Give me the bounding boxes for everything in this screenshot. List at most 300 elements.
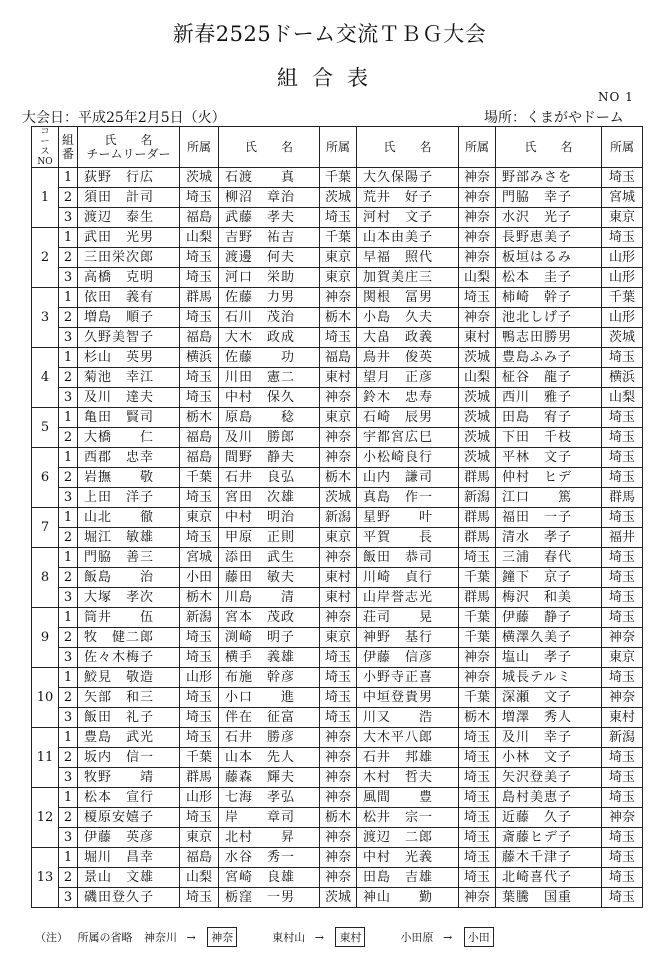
- group-number: 1: [59, 348, 78, 368]
- player-name: 福田 一子: [496, 508, 602, 528]
- table-row: [32, 888, 643, 908]
- note-text: 所属の省略: [77, 931, 133, 944]
- player-affiliation: 栃木: [320, 468, 357, 488]
- note-abbreviation: 東村: [335, 927, 365, 947]
- table-row: [32, 448, 643, 468]
- player-name: 及川 勝郎: [219, 428, 320, 448]
- player-affiliation: 埼玉: [180, 708, 219, 728]
- team-leader-name: 上田 洋子: [78, 488, 180, 508]
- player-name: 宮崎 良雄: [219, 868, 320, 888]
- player-name: 佐藤 力男: [219, 288, 320, 308]
- player-affiliation: 埼玉: [459, 548, 496, 568]
- group-number: 2: [59, 628, 78, 648]
- table-row: [32, 208, 643, 228]
- player-name: 吉野 祐吉: [219, 228, 320, 248]
- player-name: 渕崎 明子: [219, 628, 320, 648]
- player-affiliation: 福島: [320, 348, 357, 368]
- player-name: 平林 文子: [496, 448, 602, 468]
- player-name: 川崎 貞行: [357, 568, 459, 588]
- note-full-name: 小田原: [400, 931, 434, 944]
- player-affiliation: 東村: [459, 328, 496, 348]
- team-leader-name: 矢部 和三: [78, 688, 180, 708]
- player-name: 七海 孝弘: [219, 788, 320, 808]
- player-affiliation: 千葉: [602, 288, 643, 308]
- player-affiliation: 神奈: [320, 448, 357, 468]
- table-row: [32, 188, 643, 208]
- player-affiliation: 埼玉: [602, 668, 643, 688]
- player-affiliation: 神奈: [320, 748, 357, 768]
- player-affiliation: 神奈: [459, 208, 496, 228]
- header-name: 氏 名: [496, 127, 602, 168]
- table-row: [32, 628, 643, 648]
- team-leader-name: 及川 達夫: [78, 388, 180, 408]
- team-leader-name: 堀川 昌幸: [78, 848, 180, 868]
- player-name: 池北しげ子: [496, 308, 602, 328]
- group-number: 2: [59, 808, 78, 828]
- player-name: 梅沢 和美: [496, 588, 602, 608]
- player-affiliation: 埼玉: [180, 728, 219, 748]
- player-affiliation: 埼玉: [180, 248, 219, 268]
- course-number: 13: [32, 848, 59, 908]
- player-name: 荒井 好子: [357, 188, 459, 208]
- player-affiliation: 東京: [180, 508, 219, 528]
- course-number: 10: [32, 668, 59, 728]
- player-name: 斎藤ヒデ子: [496, 828, 602, 848]
- page-title: 新春2525ドーム交流ＴＢＧ大会: [172, 22, 487, 46]
- player-affiliation: 東村: [320, 568, 357, 588]
- team-leader-name: 磯田登久子: [78, 888, 180, 908]
- player-affiliation: 茨城: [320, 488, 357, 508]
- player-name: 布施 幹彦: [219, 668, 320, 688]
- group-number: 1: [59, 408, 78, 428]
- player-affiliation: 茨城: [459, 388, 496, 408]
- player-affiliation: 神奈: [320, 848, 357, 868]
- group-number: 1: [59, 848, 78, 868]
- group-number: 3: [59, 388, 78, 408]
- table-row: [32, 328, 643, 348]
- page-subtitle: 組合表: [277, 66, 382, 90]
- team-leader-name: 伊藤 英彦: [78, 828, 180, 848]
- group-number: 2: [59, 188, 78, 208]
- player-name: 宇都宮広巳: [357, 428, 459, 448]
- player-name: 佐藤 功: [219, 348, 320, 368]
- player-name: 藤木千津子: [496, 848, 602, 868]
- player-affiliation: 群馬: [602, 488, 643, 508]
- header-course-char: コ: [40, 127, 50, 137]
- player-name: 関根 冨男: [357, 288, 459, 308]
- player-name: 山本由美子: [357, 228, 459, 248]
- player-affiliation: 千葉: [459, 608, 496, 628]
- team-leader-name: 堀江 敏雄: [78, 528, 180, 548]
- arrow-icon: →: [186, 930, 196, 944]
- player-name: 伴在 征富: [219, 708, 320, 728]
- player-affiliation: 東京: [320, 528, 357, 548]
- group-number: 2: [59, 868, 78, 888]
- table-row: [32, 868, 643, 888]
- player-name: 平賀 長: [357, 528, 459, 548]
- team-leader-name: 依田 義有: [78, 288, 180, 308]
- player-name: 渡邊 何夫: [219, 248, 320, 268]
- player-affiliation: 埼玉: [459, 768, 496, 788]
- table-row: [32, 648, 643, 668]
- player-name: 神山 勤: [357, 888, 459, 908]
- team-leader-name: 筒井 伍: [78, 608, 180, 628]
- table-row: [32, 768, 643, 788]
- player-affiliation: 茨城: [320, 888, 357, 908]
- team-leader-name: 佐々木梅子: [78, 648, 180, 668]
- player-name: 間野 静夫: [219, 448, 320, 468]
- roster-body: [32, 168, 643, 908]
- table-row: [32, 748, 643, 768]
- team-leader-name: 荻野 行広: [78, 168, 180, 188]
- header-course-char: NO: [37, 157, 53, 167]
- player-affiliation: 埼玉: [180, 628, 219, 648]
- table-row: [32, 548, 643, 568]
- group-number: 3: [59, 828, 78, 848]
- group-number: 1: [59, 288, 78, 308]
- group-number: 2: [59, 468, 78, 488]
- player-affiliation: 山梨: [180, 868, 219, 888]
- table-row: [32, 388, 643, 408]
- group-number: 3: [59, 268, 78, 288]
- player-name: 山岸誉志光: [357, 588, 459, 608]
- player-name: 渡辺 二郎: [357, 828, 459, 848]
- player-affiliation: 宮城: [180, 548, 219, 568]
- table-row: [32, 708, 643, 728]
- player-name: 大木 政成: [219, 328, 320, 348]
- player-name: 栃窪 一男: [219, 888, 320, 908]
- header-pref: 所属: [602, 127, 643, 168]
- player-affiliation: 神奈: [459, 648, 496, 668]
- player-affiliation: 埼玉: [180, 528, 219, 548]
- player-affiliation: 神奈: [459, 228, 496, 248]
- player-affiliation: 埼玉: [320, 648, 357, 668]
- footnote: [35, 927, 496, 947]
- player-affiliation: 埼玉: [180, 888, 219, 908]
- player-name: 門脇 幸子: [496, 188, 602, 208]
- group-number: 1: [59, 168, 78, 188]
- table-row: [32, 248, 643, 268]
- table-row: [32, 568, 643, 588]
- player-affiliation: 神奈: [320, 288, 357, 308]
- player-affiliation: 埼玉: [320, 688, 357, 708]
- player-affiliation: 山梨: [602, 388, 643, 408]
- header-pref: 所属: [180, 127, 219, 168]
- header-name: 氏 名: [357, 127, 459, 168]
- header-group-char: 組: [61, 133, 74, 147]
- team-leader-name: 鮫見 敬造: [78, 668, 180, 688]
- team-leader-name: 大橋 仁: [78, 428, 180, 448]
- player-affiliation: 小田: [180, 568, 219, 588]
- player-affiliation: 埼玉: [602, 548, 643, 568]
- player-affiliation: 埼玉: [602, 868, 643, 888]
- player-name: 柿崎 幹子: [496, 288, 602, 308]
- player-affiliation: 埼玉: [459, 288, 496, 308]
- player-name: 石井 良弘: [219, 468, 320, 488]
- player-affiliation: 横浜: [602, 368, 643, 388]
- group-number: 1: [59, 228, 78, 248]
- player-affiliation: 宮城: [602, 188, 643, 208]
- player-name: 石渡 真: [219, 168, 320, 188]
- player-name: 鐘下 京子: [496, 568, 602, 588]
- player-name: 早福 照代: [357, 248, 459, 268]
- table-row: [32, 528, 643, 548]
- header-group-no: [59, 127, 78, 168]
- player-affiliation: 埼玉: [602, 788, 643, 808]
- player-name: 江口 篤: [496, 488, 602, 508]
- player-affiliation: 茨城: [320, 188, 357, 208]
- player-affiliation: 栃木: [320, 308, 357, 328]
- player-name: 中村 光義: [357, 848, 459, 868]
- player-affiliation: 茨城: [459, 448, 496, 468]
- player-affiliation: 福島: [180, 848, 219, 868]
- header-name: 氏 名: [219, 127, 320, 168]
- player-affiliation: 埼玉: [602, 828, 643, 848]
- player-name: 横澤久美子: [496, 628, 602, 648]
- player-name: 星野 叶: [357, 508, 459, 528]
- player-affiliation: 茨城: [459, 348, 496, 368]
- player-affiliation: 神奈: [602, 628, 643, 648]
- player-name: 柳沼 章治: [219, 188, 320, 208]
- course-number: 8: [32, 548, 59, 608]
- player-affiliation: 山形: [180, 788, 219, 808]
- player-affiliation: 新潟: [459, 488, 496, 508]
- team-leader-name: 牧野 靖: [78, 768, 180, 788]
- player-name: 小口 進: [219, 688, 320, 708]
- team-leader-name: 高橋 克明: [78, 268, 180, 288]
- group-number: 1: [59, 448, 78, 468]
- player-name: 伊藤 静子: [496, 608, 602, 628]
- team-leader-name: 坂内 信一: [78, 748, 180, 768]
- player-affiliation: 埼玉: [180, 388, 219, 408]
- player-affiliation: 山梨: [459, 368, 496, 388]
- player-affiliation: 山形: [602, 268, 643, 288]
- player-affiliation: 埼玉: [459, 848, 496, 868]
- player-name: 北崎喜代子: [496, 868, 602, 888]
- group-number: 1: [59, 668, 78, 688]
- course-number: 1: [32, 168, 59, 228]
- team-leader-name: 山北 徹: [78, 508, 180, 528]
- player-name: 加賀美庄三: [357, 268, 459, 288]
- player-affiliation: 東京: [180, 828, 219, 848]
- group-number: 3: [59, 768, 78, 788]
- player-affiliation: 東京: [602, 648, 643, 668]
- player-name: 藤森 輝夫: [219, 768, 320, 788]
- player-name: 葉騰 国重: [496, 888, 602, 908]
- table-row: [32, 728, 643, 748]
- player-affiliation: 茨城: [602, 328, 643, 348]
- player-name: 田島 宥子: [496, 408, 602, 428]
- player-affiliation: 千葉: [459, 628, 496, 648]
- player-name: 石井 勝彦: [219, 728, 320, 748]
- player-affiliation: 神奈: [602, 688, 643, 708]
- player-affiliation: 茨城: [459, 428, 496, 448]
- table-row: [32, 608, 643, 628]
- player-name: 小島 久夫: [357, 308, 459, 328]
- header-pref: 所属: [459, 127, 496, 168]
- player-name: 川田 憲二: [219, 368, 320, 388]
- player-name: 増澤 秀人: [496, 708, 602, 728]
- player-affiliation: 東村: [320, 588, 357, 608]
- team-leader-name: 門脇 善三: [78, 548, 180, 568]
- note-full-name: 東村山: [272, 931, 306, 944]
- player-name: 原島 稔: [219, 408, 320, 428]
- player-name: 小野寺正喜: [357, 668, 459, 688]
- table-row: [32, 308, 643, 328]
- team-leader-name: 飯田 礼子: [78, 708, 180, 728]
- player-affiliation: 埼玉: [320, 708, 357, 728]
- player-name: 宮本 茂政: [219, 608, 320, 628]
- player-affiliation: 神奈: [320, 428, 357, 448]
- player-affiliation: 神奈: [459, 888, 496, 908]
- player-name: 風間 豊: [357, 788, 459, 808]
- player-name: 西川 雅子: [496, 388, 602, 408]
- note-abbreviation: 小田: [464, 927, 494, 947]
- player-affiliation: 神奈: [602, 808, 643, 828]
- table-row: [32, 828, 643, 848]
- player-affiliation: 新潟: [602, 728, 643, 748]
- player-affiliation: 埼玉: [180, 808, 219, 828]
- note-label: （注）: [35, 931, 68, 944]
- player-affiliation: 神奈: [459, 308, 496, 328]
- player-name: 石川 茂治: [219, 308, 320, 328]
- team-leader-name: 飯島 治: [78, 568, 180, 588]
- player-name: 小林 文子: [496, 748, 602, 768]
- player-affiliation: 埼玉: [602, 888, 643, 908]
- player-name: 水谷 秀一: [219, 848, 320, 868]
- player-name: 藤田 敏夫: [219, 568, 320, 588]
- team-leader-name: 榎原安嬉子: [78, 808, 180, 828]
- player-affiliation: 埼玉: [320, 668, 357, 688]
- player-affiliation: 埼玉: [602, 588, 643, 608]
- table-row: [32, 508, 643, 528]
- table-row: [32, 408, 643, 428]
- group-number: 2: [59, 308, 78, 328]
- player-affiliation: 群馬: [180, 768, 219, 788]
- group-number: 2: [59, 568, 78, 588]
- group-number: 3: [59, 648, 78, 668]
- group-number: 2: [59, 528, 78, 548]
- player-name: 松本 圭子: [496, 268, 602, 288]
- header-pref: 所属: [320, 127, 357, 168]
- team-leader-name: 菊池 幸江: [78, 368, 180, 388]
- table-row: [32, 288, 643, 308]
- player-affiliation: 神奈: [459, 188, 496, 208]
- player-name: 松井 宗一: [357, 808, 459, 828]
- table-row: [32, 788, 643, 808]
- player-affiliation: 埼玉: [602, 168, 643, 188]
- player-affiliation: 神奈: [320, 728, 357, 748]
- player-affiliation: 埼玉: [602, 408, 643, 428]
- player-affiliation: 福島: [180, 448, 219, 468]
- group-number: 1: [59, 728, 78, 748]
- player-name: 山本 先人: [219, 748, 320, 768]
- player-affiliation: 神奈: [320, 608, 357, 628]
- player-name: 木村 哲夫: [357, 768, 459, 788]
- group-number: 3: [59, 208, 78, 228]
- player-name: 山内 謙司: [357, 468, 459, 488]
- player-name: 仲村 ヒデ: [496, 468, 602, 488]
- header-course-char: ス: [40, 147, 50, 157]
- note-full-name: 神奈川: [144, 931, 177, 944]
- course-number: 6: [32, 448, 59, 508]
- player-affiliation: 埼玉: [459, 748, 496, 768]
- player-affiliation: 埼玉: [602, 428, 643, 448]
- team-leader-name: 渡辺 泰生: [78, 208, 180, 228]
- player-name: 長野恵美子: [496, 228, 602, 248]
- player-name: 武藤 孝夫: [219, 208, 320, 228]
- team-leader-name: 武田 光男: [78, 228, 180, 248]
- player-affiliation: 千葉: [180, 748, 219, 768]
- player-affiliation: 東京: [602, 208, 643, 228]
- player-name: 鈴木 忠寿: [357, 388, 459, 408]
- table-row: [32, 468, 643, 488]
- player-affiliation: 千葉: [459, 688, 496, 708]
- header-course-no: [32, 127, 59, 168]
- group-number: 1: [59, 608, 78, 628]
- player-affiliation: 埼玉: [459, 788, 496, 808]
- player-affiliation: 栃木: [180, 408, 219, 428]
- page-number: NO 1: [598, 90, 634, 104]
- player-name: 大木平八郎: [357, 728, 459, 748]
- player-affiliation: 埼玉: [602, 768, 643, 788]
- group-number: 2: [59, 248, 78, 268]
- table-row: [32, 348, 643, 368]
- player-affiliation: 埼玉: [180, 648, 219, 668]
- player-affiliation: 埼玉: [602, 608, 643, 628]
- player-affiliation: 埼玉: [459, 728, 496, 748]
- player-affiliation: 埼玉: [180, 188, 219, 208]
- table-row: [32, 168, 643, 188]
- player-name: 深瀬 文子: [496, 688, 602, 708]
- player-name: 神野 基行: [357, 628, 459, 648]
- header-group-char: 番: [61, 147, 74, 161]
- player-affiliation: 茨城: [180, 168, 219, 188]
- player-affiliation: 埼玉: [602, 468, 643, 488]
- player-affiliation: 福島: [180, 208, 219, 228]
- group-number: 2: [59, 688, 78, 708]
- group-number: 1: [59, 548, 78, 568]
- course-number: 7: [32, 508, 59, 548]
- player-name: 野部みさを: [496, 168, 602, 188]
- table-row: [32, 268, 643, 288]
- player-name: 真島 作一: [357, 488, 459, 508]
- arrow-icon: →: [314, 930, 324, 944]
- table-row: [32, 428, 643, 448]
- player-name: 川島 清: [219, 588, 320, 608]
- group-number: 3: [59, 488, 78, 508]
- player-affiliation: 神奈: [320, 768, 357, 788]
- player-affiliation: 山形: [180, 668, 219, 688]
- player-name: 伊藤 信彦: [357, 648, 459, 668]
- team-leader-name: 亀田 賢司: [78, 408, 180, 428]
- player-affiliation: 群馬: [180, 288, 219, 308]
- player-affiliation: 神奈: [320, 868, 357, 888]
- player-name: 大久保陽子: [357, 168, 459, 188]
- player-affiliation: 山形: [602, 248, 643, 268]
- player-affiliation: 横浜: [180, 348, 219, 368]
- group-number: 3: [59, 328, 78, 348]
- player-affiliation: 福島: [180, 328, 219, 348]
- player-affiliation: 神奈: [459, 668, 496, 688]
- player-affiliation: 埼玉: [602, 448, 643, 468]
- player-name: 近藤 久子: [496, 808, 602, 828]
- player-affiliation: 神奈: [320, 388, 357, 408]
- player-name: 柾谷 龍子: [496, 368, 602, 388]
- player-affiliation: 神奈: [320, 788, 357, 808]
- player-name: 島村美恵子: [496, 788, 602, 808]
- player-affiliation: 千葉: [320, 168, 357, 188]
